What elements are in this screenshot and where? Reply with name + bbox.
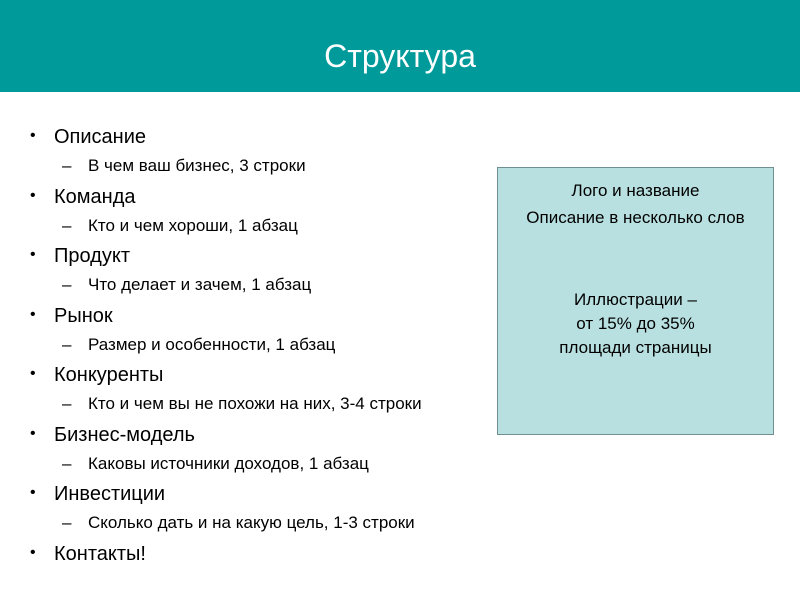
dash-icon: – <box>62 215 72 235</box>
layout-placeholder-box <box>497 167 774 435</box>
item-label: Продукт <box>54 245 130 267</box>
slide-title: Структура <box>324 38 476 74</box>
item-subtext: Кто и чем вы не похожи на них, 3-4 строки <box>88 394 422 413</box>
dash-icon: – <box>62 453 72 473</box>
dash-icon: – <box>62 156 72 175</box>
bullet-icon: • <box>30 424 36 442</box>
item-label: Рынок <box>54 304 113 327</box>
item-label: Описание <box>54 126 147 148</box>
bullet-icon: • <box>30 484 36 501</box>
item-subtext: В чем ваш бизнес, 3 строки <box>88 156 306 175</box>
item-label: Конкуренты <box>54 364 164 386</box>
bullet-icon: • <box>30 365 36 382</box>
slide-header <box>0 0 800 92</box>
box-line: Иллюстрации – <box>574 290 697 309</box>
box-line: Лого и название <box>571 181 700 200</box>
item-subtext: Что делает и зачем, 1 абзац <box>88 275 312 294</box>
dash-icon: – <box>62 394 72 413</box>
bullet-icon: • <box>30 127 36 144</box>
dash-icon: – <box>62 513 72 532</box>
item-label: Команда <box>54 185 136 208</box>
bullet-icon: • <box>30 246 36 263</box>
box-line: площади страницы <box>559 338 712 357</box>
bullet-icon: • <box>30 186 36 204</box>
item-label: Контакты! <box>54 542 146 565</box>
item-subtext: Сколько дать и на какую цель, 1-3 строки <box>88 513 415 532</box>
box-line: Описание в несколько слов <box>526 208 745 227</box>
item-subtext: Размер и особенности, 1 абзац <box>88 334 336 354</box>
bullet-icon: • <box>30 543 36 561</box>
item-subtext: Кто и чем хороши, 1 абзац <box>88 215 298 235</box>
dash-icon: – <box>62 275 72 294</box>
box-line: от 15% до 35% <box>576 314 695 333</box>
item-label: Бизнес-модель <box>54 423 195 446</box>
dash-icon: – <box>62 334 72 354</box>
bullet-icon: • <box>30 305 36 323</box>
item-label: Инвестиции <box>54 483 166 505</box>
item-subtext: Каковы источники доходов, 1 абзац <box>88 453 369 473</box>
